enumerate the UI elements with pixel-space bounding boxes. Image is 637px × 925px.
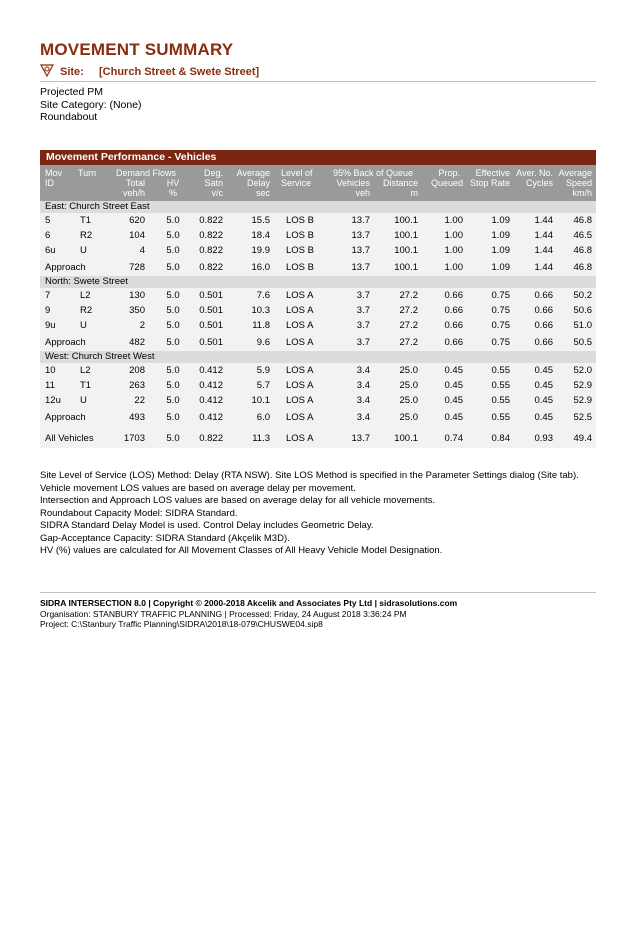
cell-speed: 49.4 [573, 433, 592, 444]
cell-hv: 5.0 [166, 215, 180, 226]
copyright-line: SIDRA INTERSECTION 8.0 | Copyright © 2000-2018 Akcelik and Associates Pty Ltd | sidrasolutions.com [40, 598, 458, 608]
cell-hv: 5.0 [166, 365, 180, 376]
cell-total: 22 [134, 395, 145, 406]
approach-row [40, 258, 596, 276]
cell-queue-distance: 100.1 [394, 262, 418, 273]
cell-hv: 5.0 [166, 412, 180, 423]
cell-speed: 50.6 [573, 305, 592, 316]
cell-delay: 7.6 [256, 290, 270, 301]
col-total-unit: veh/h [122, 188, 145, 198]
table-row [40, 243, 596, 258]
cell-stop-rate: 0.55 [491, 380, 510, 391]
cell-deg-satn: 0.822 [199, 215, 223, 226]
cell-prop-queued: 0.66 [444, 320, 463, 331]
cell-delay: 16.0 [251, 262, 270, 273]
cell-prop-queued: 0.45 [444, 365, 463, 376]
cell-stop-rate: 0.75 [491, 337, 510, 348]
table-row [40, 318, 596, 333]
cell-delay: 18.4 [251, 230, 270, 241]
col-vc: v/c [211, 188, 223, 198]
col-speed-unit: km/h [572, 188, 592, 198]
cell-hv: 5.0 [166, 433, 180, 444]
cell-cycles: 0.45 [534, 395, 553, 406]
cell-deg-satn: 0.822 [199, 245, 223, 256]
cell-queue-distance: 100.1 [394, 215, 418, 226]
col-avg-speed: Average [558, 168, 592, 178]
cell-turn: L2 [80, 365, 91, 376]
control-type-text: Roundabout [40, 111, 98, 123]
cell-turn: R2 [80, 305, 93, 316]
cell-turn: T1 [80, 215, 92, 226]
cell-queue-distance: 27.2 [399, 320, 418, 331]
note-line: SIDRA Standard Delay Model is used. Control Delay includes Geometric Delay. [40, 520, 374, 531]
cell-mov-id: 7 [45, 290, 51, 301]
cell-queue-vehicles: 3.4 [356, 412, 370, 423]
cell-delay: 6.0 [256, 412, 270, 423]
cell-cycles: 1.44 [534, 215, 553, 226]
cell-hv: 5.0 [166, 245, 180, 256]
cell-speed: 46.5 [573, 230, 592, 241]
cell-delay: 5.9 [256, 365, 270, 376]
cell-delay: 5.7 [256, 380, 270, 391]
cell-cycles: 0.93 [534, 433, 553, 444]
cell-queue-distance: 100.1 [394, 245, 418, 256]
cell-queue-distance: 25.0 [399, 412, 418, 423]
site-label: Site: [60, 66, 84, 78]
cell-total: 130 [129, 290, 145, 301]
all-vehicles-row [40, 426, 596, 448]
col-demand-flows: Demand Flows [116, 168, 177, 178]
col-distance-unit: m [410, 188, 418, 198]
approach-row [40, 408, 596, 426]
cell-los: LOS A [286, 365, 314, 376]
cell-hv: 5.0 [166, 290, 180, 301]
cell-queue-vehicles: 3.4 [356, 365, 370, 376]
cell-prop-queued: 0.45 [444, 412, 463, 423]
col-queued: Queued [430, 178, 463, 188]
cell-stop-rate: 1.09 [491, 245, 510, 256]
cell-queue-vehicles: 13.7 [351, 230, 370, 241]
col-mov: Mov [45, 168, 63, 178]
cell-hv: 5.0 [166, 305, 180, 316]
table-row [40, 213, 596, 228]
cell-queue-distance: 25.0 [399, 365, 418, 376]
cell-cycles: 0.45 [534, 380, 553, 391]
cell-stop-rate: 1.09 [491, 262, 510, 273]
cell-cycles: 0.66 [534, 305, 553, 316]
cell-prop-queued: 0.66 [444, 290, 463, 301]
organisation-line: Organisation: STANBURY TRAFFIC PLANNING | Processed: Friday, 24 August 2018 3:36:24 PM [40, 608, 407, 619]
cell-queue-vehicles: 13.7 [351, 215, 370, 226]
approach-row [40, 333, 596, 351]
col-service: Service [281, 178, 312, 188]
cell-queue-distance: 27.2 [399, 337, 418, 348]
cell-prop-queued: 0.66 [444, 305, 463, 316]
col-hv-unit: % [168, 188, 177, 198]
col-satn: Satn [204, 178, 223, 188]
cell-total: 4 [139, 245, 145, 256]
cell-queue-vehicles: 3.7 [356, 320, 370, 331]
cell-los: LOS B [286, 230, 314, 241]
cell-stop-rate: 0.55 [491, 412, 510, 423]
cell-speed: 46.8 [573, 262, 592, 273]
cell-deg-satn: 0.822 [199, 230, 223, 241]
cell-queue-distance: 25.0 [399, 380, 418, 391]
site-category-text: Site Category: (None) [40, 98, 142, 111]
cell-queue-vehicles: 13.7 [351, 433, 370, 444]
cell-speed: 52.5 [573, 412, 592, 423]
cell-total: 728 [129, 262, 145, 273]
col-id: ID [45, 178, 54, 188]
cell-los: LOS B [286, 245, 314, 256]
cell-deg-satn: 0.822 [199, 262, 223, 273]
column-headers [40, 165, 596, 201]
table-body [40, 201, 596, 448]
cell-prop-queued: 1.00 [444, 262, 463, 273]
cell-deg-satn: 0.412 [199, 395, 223, 406]
cell-los: LOS A [286, 320, 314, 331]
approach-group-title: East: Church Street East [40, 201, 596, 213]
cell-queue-distance: 100.1 [394, 230, 418, 241]
cell-queue-distance: 25.0 [399, 395, 418, 406]
col-speed: Speed [565, 178, 592, 188]
cell-los: LOS B [286, 262, 314, 273]
cell-total: 2 [139, 320, 145, 331]
cell-cycles: 0.45 [534, 412, 553, 423]
cell-stop-rate: 1.09 [491, 230, 510, 241]
note-line: Intersection and Approach LOS values are based on average delay for all vehicle movements. [40, 495, 436, 506]
cell-speed: 46.8 [573, 245, 592, 256]
table-row [40, 363, 596, 378]
approach-label: Approach [45, 337, 86, 348]
cell-speed: 50.2 [573, 290, 592, 301]
table-row [40, 288, 596, 303]
cell-mov-id: 6 [45, 230, 51, 241]
cell-mov-id: 10 [45, 365, 56, 376]
cell-delay: 15.5 [251, 215, 270, 226]
cell-mov-id: 9u [45, 320, 56, 331]
cell-prop-queued: 1.00 [444, 245, 463, 256]
cell-deg-satn: 0.501 [199, 337, 223, 348]
cell-queue-vehicles: 3.7 [356, 337, 370, 348]
table-row [40, 393, 596, 408]
cell-prop-queued: 1.00 [444, 230, 463, 241]
cell-queue-vehicles: 3.4 [356, 395, 370, 406]
cell-prop-queued: 0.74 [444, 433, 463, 444]
cell-cycles: 1.44 [534, 262, 553, 273]
approach-group-title: West: Church Street West [40, 351, 596, 363]
table-row [40, 303, 596, 318]
cell-cycles: 0.45 [534, 365, 553, 376]
cell-turn: R2 [80, 230, 93, 241]
cell-speed: 50.5 [573, 337, 592, 348]
col-back-of-queue: 95% Back of Queue [333, 168, 414, 178]
col-level-of: Level of [281, 168, 313, 178]
cell-stop-rate: 1.09 [491, 215, 510, 226]
cell-total: 350 [129, 305, 145, 316]
cell-cycles: 0.66 [534, 290, 553, 301]
movement-performance-table [40, 150, 596, 448]
note-line: Site Level of Service (LOS) Method: Delay (RTA NSW). Site LOS Method is specified in the Parameter Settings dialog (Site tab). [40, 470, 579, 481]
cell-total: 493 [129, 412, 145, 423]
cell-total: 1703 [123, 433, 145, 444]
col-cycles: Cycles [525, 178, 553, 188]
cell-mov-id: 6u [45, 245, 56, 256]
cell-deg-satn: 0.412 [199, 412, 223, 423]
site-info [40, 86, 142, 124]
cell-speed: 52.9 [573, 395, 592, 406]
col-stop-rate: Stop Rate [469, 178, 510, 188]
cell-turn: T1 [80, 380, 92, 391]
cell-total: 208 [129, 365, 145, 376]
scenario-text: Projected PM [40, 86, 104, 98]
cell-deg-satn: 0.501 [199, 320, 223, 331]
roundabout-site-icon [40, 63, 54, 77]
cell-queue-vehicles: 3.7 [356, 290, 370, 301]
cell-cycles: 0.66 [534, 337, 553, 348]
cell-prop-queued: 0.45 [444, 380, 463, 391]
col-delay: Delay [246, 178, 270, 188]
cell-delay: 11.3 [252, 433, 270, 444]
cell-delay: 19.9 [251, 245, 270, 256]
cell-hv: 5.0 [166, 262, 180, 273]
site-name: [Church Street & Swete Street] [99, 66, 260, 78]
cell-cycles: 1.44 [534, 230, 553, 241]
cell-mov-id: 5 [45, 215, 51, 226]
cell-turn: U [80, 320, 87, 331]
project-path-line: Project: C:\Stanbury Traffic Planning\SIDRA\2018\18-079\CHUSWE04.sip8 [40, 619, 323, 629]
cell-deg-satn: 0.501 [199, 305, 223, 316]
cell-hv: 5.0 [166, 395, 180, 406]
cell-los: LOS B [286, 215, 314, 226]
cell-queue-vehicles: 3.7 [356, 305, 370, 316]
cell-mov-id: 11 [45, 380, 55, 391]
cell-hv: 5.0 [166, 337, 180, 348]
cell-speed: 52.0 [573, 365, 592, 376]
cell-hv: 5.0 [166, 380, 180, 391]
cell-queue-vehicles: 13.7 [351, 262, 370, 273]
cell-turn: U [80, 245, 87, 256]
cell-stop-rate: 0.84 [491, 433, 510, 444]
cell-mov-id: 12u [45, 395, 61, 406]
approach-label: Approach [45, 412, 86, 423]
cell-speed: 46.8 [573, 215, 592, 226]
col-vehicles-unit: veh [355, 188, 370, 198]
note-line: Gap-Acceptance Capacity: SIDRA Standard (Akçelik M3D). [40, 532, 290, 544]
col-aver-no: Aver. No. [516, 168, 553, 178]
cell-cycles: 0.66 [534, 320, 553, 331]
cell-cycles: 1.44 [534, 245, 553, 256]
cell-deg-satn: 0.412 [199, 365, 223, 376]
cell-queue-distance: 27.2 [399, 290, 418, 301]
approach-label: Approach [45, 262, 86, 273]
col-hv: HV [166, 178, 180, 188]
cell-prop-queued: 0.66 [444, 337, 463, 348]
cell-los: LOS A [286, 433, 314, 444]
cell-speed: 51.0 [573, 320, 592, 331]
col-delay-unit: sec [255, 188, 270, 198]
cell-delay: 11.8 [252, 320, 270, 331]
cell-total: 263 [129, 380, 145, 391]
cell-prop-queued: 1.00 [444, 215, 463, 226]
cell-queue-distance: 27.2 [399, 305, 418, 316]
cell-deg-satn: 0.501 [199, 290, 223, 301]
cell-los: LOS A [286, 290, 314, 301]
approach-group-title: North: Swete Street [40, 276, 596, 288]
table-row [40, 378, 596, 393]
cell-queue-distance: 100.1 [394, 433, 418, 444]
cell-total: 620 [129, 215, 145, 226]
cell-delay: 9.6 [256, 337, 270, 348]
cell-prop-queued: 0.45 [444, 395, 463, 406]
col-effective: Effective [475, 168, 510, 178]
col-average: Average [236, 168, 270, 178]
footer [40, 592, 596, 630]
col-distance: Distance [382, 178, 418, 188]
cell-los: LOS A [286, 412, 314, 423]
cell-speed: 52.9 [573, 380, 592, 391]
all-vehicles-label: All Vehicles [45, 433, 94, 444]
cell-los: LOS A [286, 395, 314, 406]
cell-los: LOS A [286, 305, 314, 316]
cell-queue-vehicles: 3.4 [356, 380, 370, 391]
cell-deg-satn: 0.412 [199, 380, 223, 391]
cell-stop-rate: 0.55 [491, 365, 510, 376]
cell-hv: 5.0 [166, 230, 180, 241]
col-vehicles: Vehicles [336, 178, 370, 188]
cell-los: LOS A [286, 337, 314, 348]
cell-delay: 10.3 [251, 305, 270, 316]
cell-stop-rate: 0.75 [491, 290, 510, 301]
cell-stop-rate: 0.75 [491, 305, 510, 316]
cell-deg-satn: 0.822 [199, 433, 223, 444]
notes [40, 470, 600, 558]
col-prop: Prop. [438, 168, 460, 178]
table-row [40, 228, 596, 243]
cell-queue-vehicles: 13.7 [351, 245, 370, 256]
cell-total: 104 [129, 230, 145, 241]
site-heading [40, 63, 596, 82]
table-title: Movement Performance - Vehicles [40, 150, 596, 165]
cell-turn: U [80, 395, 87, 406]
col-turn: Turn [78, 168, 97, 178]
cell-delay: 10.1 [251, 395, 270, 406]
note-line: HV (%) values are calculated for All Movement Classes of All Heavy Vehicle Model Designation. [40, 545, 443, 556]
cell-mov-id: 9 [45, 305, 51, 316]
cell-turn: L2 [80, 290, 91, 301]
cell-stop-rate: 0.55 [491, 395, 510, 406]
cell-total: 482 [129, 337, 145, 348]
note-line: Vehicle movement LOS values are based on average delay per movement. [40, 482, 356, 494]
page-title: MOVEMENT SUMMARY [40, 40, 234, 59]
col-total: Total [125, 178, 145, 188]
note-line: Roundabout Capacity Model: SIDRA Standard. [40, 507, 238, 519]
cell-los: LOS A [286, 380, 314, 391]
col-deg: Deg. [203, 168, 223, 178]
cell-stop-rate: 0.75 [491, 320, 510, 331]
cell-hv: 5.0 [166, 320, 180, 331]
